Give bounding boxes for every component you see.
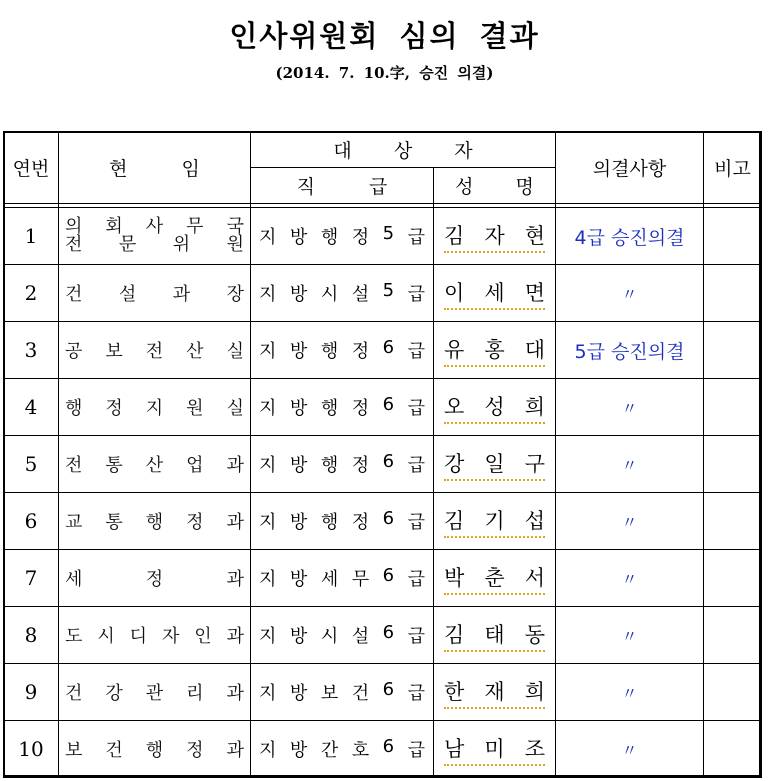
decision-cell: 5급 승진의결 bbox=[556, 322, 704, 379]
decision-cell: 4급 승진의결 bbox=[556, 208, 704, 265]
name-cell: 남 미 조 bbox=[434, 721, 556, 778]
ditto-mark: 〃 bbox=[556, 265, 704, 322]
row-number: 5 bbox=[4, 436, 59, 493]
ditto-mark: 〃 bbox=[556, 607, 704, 664]
row-number: 6 bbox=[4, 493, 59, 550]
ditto-mark: 〃 bbox=[556, 550, 704, 607]
row-number: 2 bbox=[4, 265, 59, 322]
current-post-cell: 건 강 관 리 과 bbox=[59, 664, 251, 721]
current-post-cell: 전 통 산 업 과 bbox=[59, 436, 251, 493]
header-no: 연번 bbox=[4, 132, 59, 204]
current-post-cell: 건 설 과 장 bbox=[59, 265, 251, 322]
row-number: 4 bbox=[4, 379, 59, 436]
header-remarks: 비고 bbox=[704, 132, 762, 204]
row-number: 10 bbox=[4, 721, 59, 778]
ditto-mark: 〃 bbox=[556, 664, 704, 721]
grade-cell: 지 방 행 정 6 급 bbox=[251, 322, 434, 379]
name-cell: 김 태 동 bbox=[434, 607, 556, 664]
grade-cell: 지 방 세 무 6 급 bbox=[251, 550, 434, 607]
current-post-cell: 교 통 행 정 과 bbox=[59, 493, 251, 550]
ditto-mark: 〃 bbox=[556, 493, 704, 550]
page-subtitle: (2014. 7. 10.字, 승진 의결) bbox=[275, 64, 494, 82]
name-cell: 박 춘 서 bbox=[434, 550, 556, 607]
current-post-cell: 도 시 디 자 인 과 bbox=[59, 607, 251, 664]
row-number: 1 bbox=[4, 208, 59, 265]
header-name: 성 명 bbox=[434, 168, 556, 204]
name-cell: 이 세 면 bbox=[434, 265, 556, 322]
name-cell: 유 홍 대 bbox=[434, 322, 556, 379]
grade-cell: 지 방 행 정 6 급 bbox=[251, 436, 434, 493]
header-current-post: 현 임 bbox=[59, 132, 251, 204]
row-number: 8 bbox=[4, 607, 59, 664]
name-cell: 김 기 섭 bbox=[434, 493, 556, 550]
grade-cell: 지 방 행 정 5 급 bbox=[251, 208, 434, 265]
grade-cell: 지 방 시 설 5 급 bbox=[251, 265, 434, 322]
header-target: 대 상 자 bbox=[251, 132, 556, 168]
header-decision: 의결사항 bbox=[556, 132, 704, 204]
current-post-cell: 보 건 행 정 과 bbox=[59, 721, 251, 778]
grade-cell: 지 방 행 정 6 급 bbox=[251, 493, 434, 550]
grade-cell: 지 방 보 건 6 급 bbox=[251, 664, 434, 721]
ditto-mark: 〃 bbox=[556, 721, 704, 778]
header-grade: 직 급 bbox=[251, 168, 434, 204]
current-post-cell: 세 정 과 bbox=[59, 550, 251, 607]
name-cell: 김 자 현 bbox=[434, 208, 556, 265]
ditto-mark: 〃 bbox=[556, 379, 704, 436]
row-number: 7 bbox=[4, 550, 59, 607]
grade-cell: 지 방 행 정 6 급 bbox=[251, 379, 434, 436]
name-cell: 강 일 구 bbox=[434, 436, 556, 493]
name-cell: 오 성 희 bbox=[434, 379, 556, 436]
current-post-cell: 행 정 지 원 실 bbox=[59, 379, 251, 436]
name-cell: 한 재 희 bbox=[434, 664, 556, 721]
current-post-cell: 공 보 전 산 실 bbox=[59, 322, 251, 379]
grade-cell: 지 방 간 호 6 급 bbox=[251, 721, 434, 778]
grade-cell: 지 방 시 설 6 급 bbox=[251, 607, 434, 664]
page-title: 인사위원회 심의 결과 bbox=[229, 19, 540, 53]
current-post-cell: 의 회 사 무 국 전 문 위 원 bbox=[59, 208, 251, 265]
table-frame bbox=[3, 131, 761, 777]
row-number: 9 bbox=[4, 664, 59, 721]
row-number: 3 bbox=[4, 322, 59, 379]
ditto-mark: 〃 bbox=[556, 436, 704, 493]
